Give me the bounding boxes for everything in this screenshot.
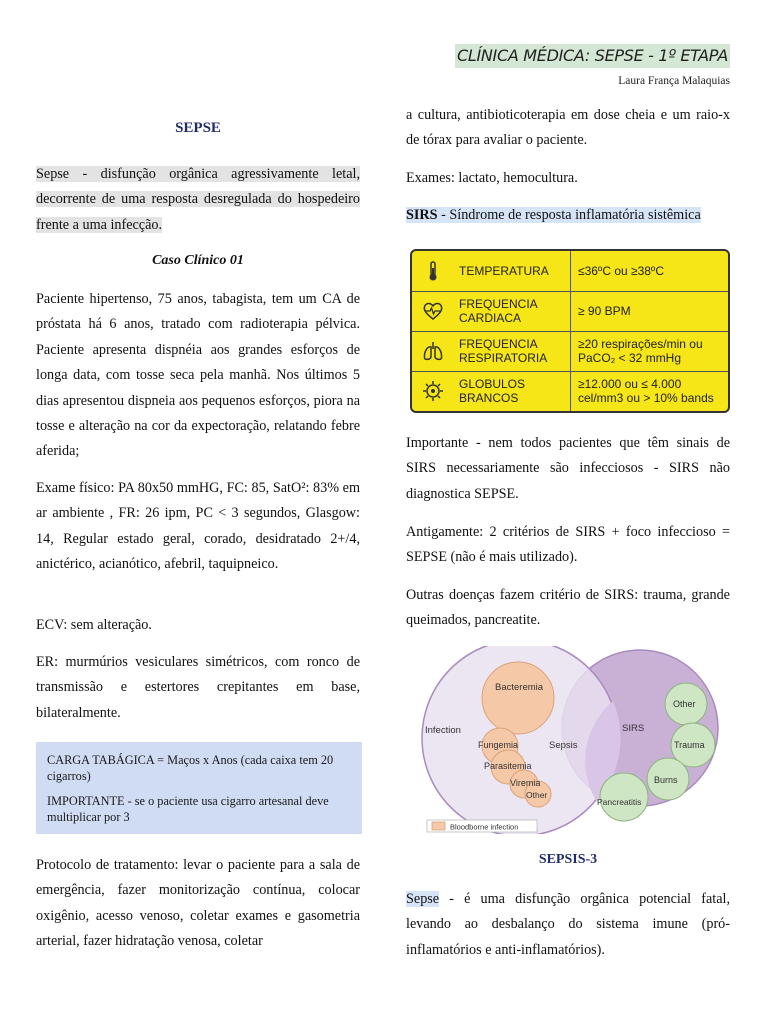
page-title: CLÍNICA MÉDICA: SEPSE - 1º ETAPA xyxy=(455,44,730,68)
other-label: Other xyxy=(673,699,696,709)
sirs-criteria-table xyxy=(410,249,730,413)
sepsis-label: Sepsis xyxy=(549,740,578,751)
definition-text: Sepse - disfunção orgânica agressivamente letal, decorrente de uma resposta desregulada do hospedeiro frente a uma infecção. xyxy=(36,166,360,233)
row-value: ≥20 respirações/min ou PaCO₂ < 32 mmHg xyxy=(578,337,703,365)
pancreatitis-label: Pancreatitis xyxy=(597,797,642,807)
thermometer-icon xyxy=(422,260,444,282)
continuation-text: a cultura, antibioticoterapia em dose cheia e um raio-x de tórax para avaliar o paciente. xyxy=(406,107,730,149)
ecv-text: ECV: sem alteração. xyxy=(36,617,152,633)
important-text: Importante - nem todos pacientes que têm sinais de SIRS necessariamente são infecciosos - SIRS não diagnostica SEPSE. xyxy=(406,435,730,502)
sirs-heading-highlight xyxy=(406,207,701,223)
row-label: FREQUENCIA CARDIACA xyxy=(459,297,538,325)
artisanal-cigarette-note: IMPORTANTE - se o paciente usa cigarro artesanal deve multiplicar por 3 xyxy=(47,794,329,824)
exams-text: Exames: lactato, hemocultura. xyxy=(406,170,578,186)
fungemia-label: Fungemia xyxy=(478,740,519,750)
section-title-sepsis3: SEPSIS-3 xyxy=(538,852,598,867)
viremia-label: Viremia xyxy=(510,778,541,788)
sirs-definition: - Síndrome de resposta inflamatória sistêmica xyxy=(437,207,701,223)
bacteremia-label: Bacteremia xyxy=(495,682,544,693)
smoking-load-note: CARGA TABÁGICA = Maços x Anos (cada caixa tem 20 cigarros) xyxy=(47,753,334,783)
sirs-row-heart-rate xyxy=(412,291,728,331)
parasitemia-label: Parasitemia xyxy=(484,761,532,771)
white-cell-icon xyxy=(422,380,444,402)
sirs-label: SIRS xyxy=(406,207,438,223)
definition-paragraph xyxy=(36,162,360,238)
row-value: ≤36ºC ou ≥38ºC xyxy=(578,264,664,278)
row-value: ≥12.000 ou ≤ 4.000 cel/mm3 ou > 10% bands xyxy=(578,377,714,405)
legend-label: Bloodborne infection xyxy=(450,822,519,832)
sirs-row-white-cells xyxy=(412,371,728,411)
lungs-icon xyxy=(422,340,444,362)
author-name: Laura França Malaquias xyxy=(618,75,730,87)
protocol-text: Protocolo de tratamento: levar o paciente para a sala de emergência, fazer monitorização contínua, colocar oxigênio, acesso venoso, coletar exames e gasometria arterial, fazer hidratação venosa, coletar xyxy=(36,857,360,950)
burns-label: Burns xyxy=(654,775,678,785)
sepsis3-label: Sepse xyxy=(406,891,440,907)
other-inner-label: Other xyxy=(526,790,548,800)
legend-swatch xyxy=(432,822,445,830)
sirs-row-respiratory-rate xyxy=(412,331,728,371)
er-text: ER: murmúrios vesiculares simétricos, com ronco de transmissão e estertores crepitantes em base, bilateralmente. xyxy=(36,654,360,721)
section-title-sepse: SEPSE xyxy=(175,120,221,136)
row-label: TEMPERATURA xyxy=(459,264,549,278)
sepsis3-text: - é uma disfunção orgânica potencial fatal, levando ao desbalanço do sistema imune (pró-inflamatórios e anti-inflamatórios). xyxy=(406,891,730,958)
sepsis-venn-diagram xyxy=(408,646,736,834)
row-label: FREQUENCIA RESPIRATORIA xyxy=(459,337,548,365)
sirs-label-venn: SIRS xyxy=(622,723,645,734)
infection-label: Infection xyxy=(425,725,461,736)
smoking-note-box xyxy=(36,742,362,834)
trauma-label: Trauma xyxy=(674,740,705,750)
sirs-heading xyxy=(406,203,730,228)
heart-rate-icon xyxy=(422,300,444,322)
case-title: Caso Clínico 01 xyxy=(152,253,244,268)
sirs-row-temperature xyxy=(412,251,728,291)
row-value: ≥ 90 BPM xyxy=(578,304,631,318)
sepsis3-definition xyxy=(406,887,730,963)
case-text: Paciente hipertenso, 75 anos, tabagista, tem um CA de próstata há 6 anos, tratado com radioterapia pélvica. Paciente apresenta dispnéia aos grandes esforços de longa data, com tosse seca pela manhã. Nos últimos 5 dias apresentou dispneia aos pequenos esforços, piora na tosse e alteração na cor da expectoração, relatando febre aferida; xyxy=(36,291,360,460)
physical-exam-text: Exame físico: PA 80x50 mmHG, FC: 85, SatO²: 83% em ar ambiente , FR: 26 ipm, PC < 3 segundos, Glasgow: 14, Regular estado geral, corado, desidratado 2+/4, anictérico, acianótico, afebril, taquipneico. xyxy=(36,480,360,573)
row-label: GLOBULOS BRANCOS xyxy=(459,377,526,405)
formerly-text: Antigamente: 2 critérios de SIRS + foco infeccioso = SEPSE (não é mais utilizado). xyxy=(406,524,730,566)
bacteremia-circle xyxy=(482,662,554,734)
other-diseases-text: Outras doenças fazem critério de SIRS: trauma, grande queimados, pancreatite. xyxy=(406,587,730,629)
